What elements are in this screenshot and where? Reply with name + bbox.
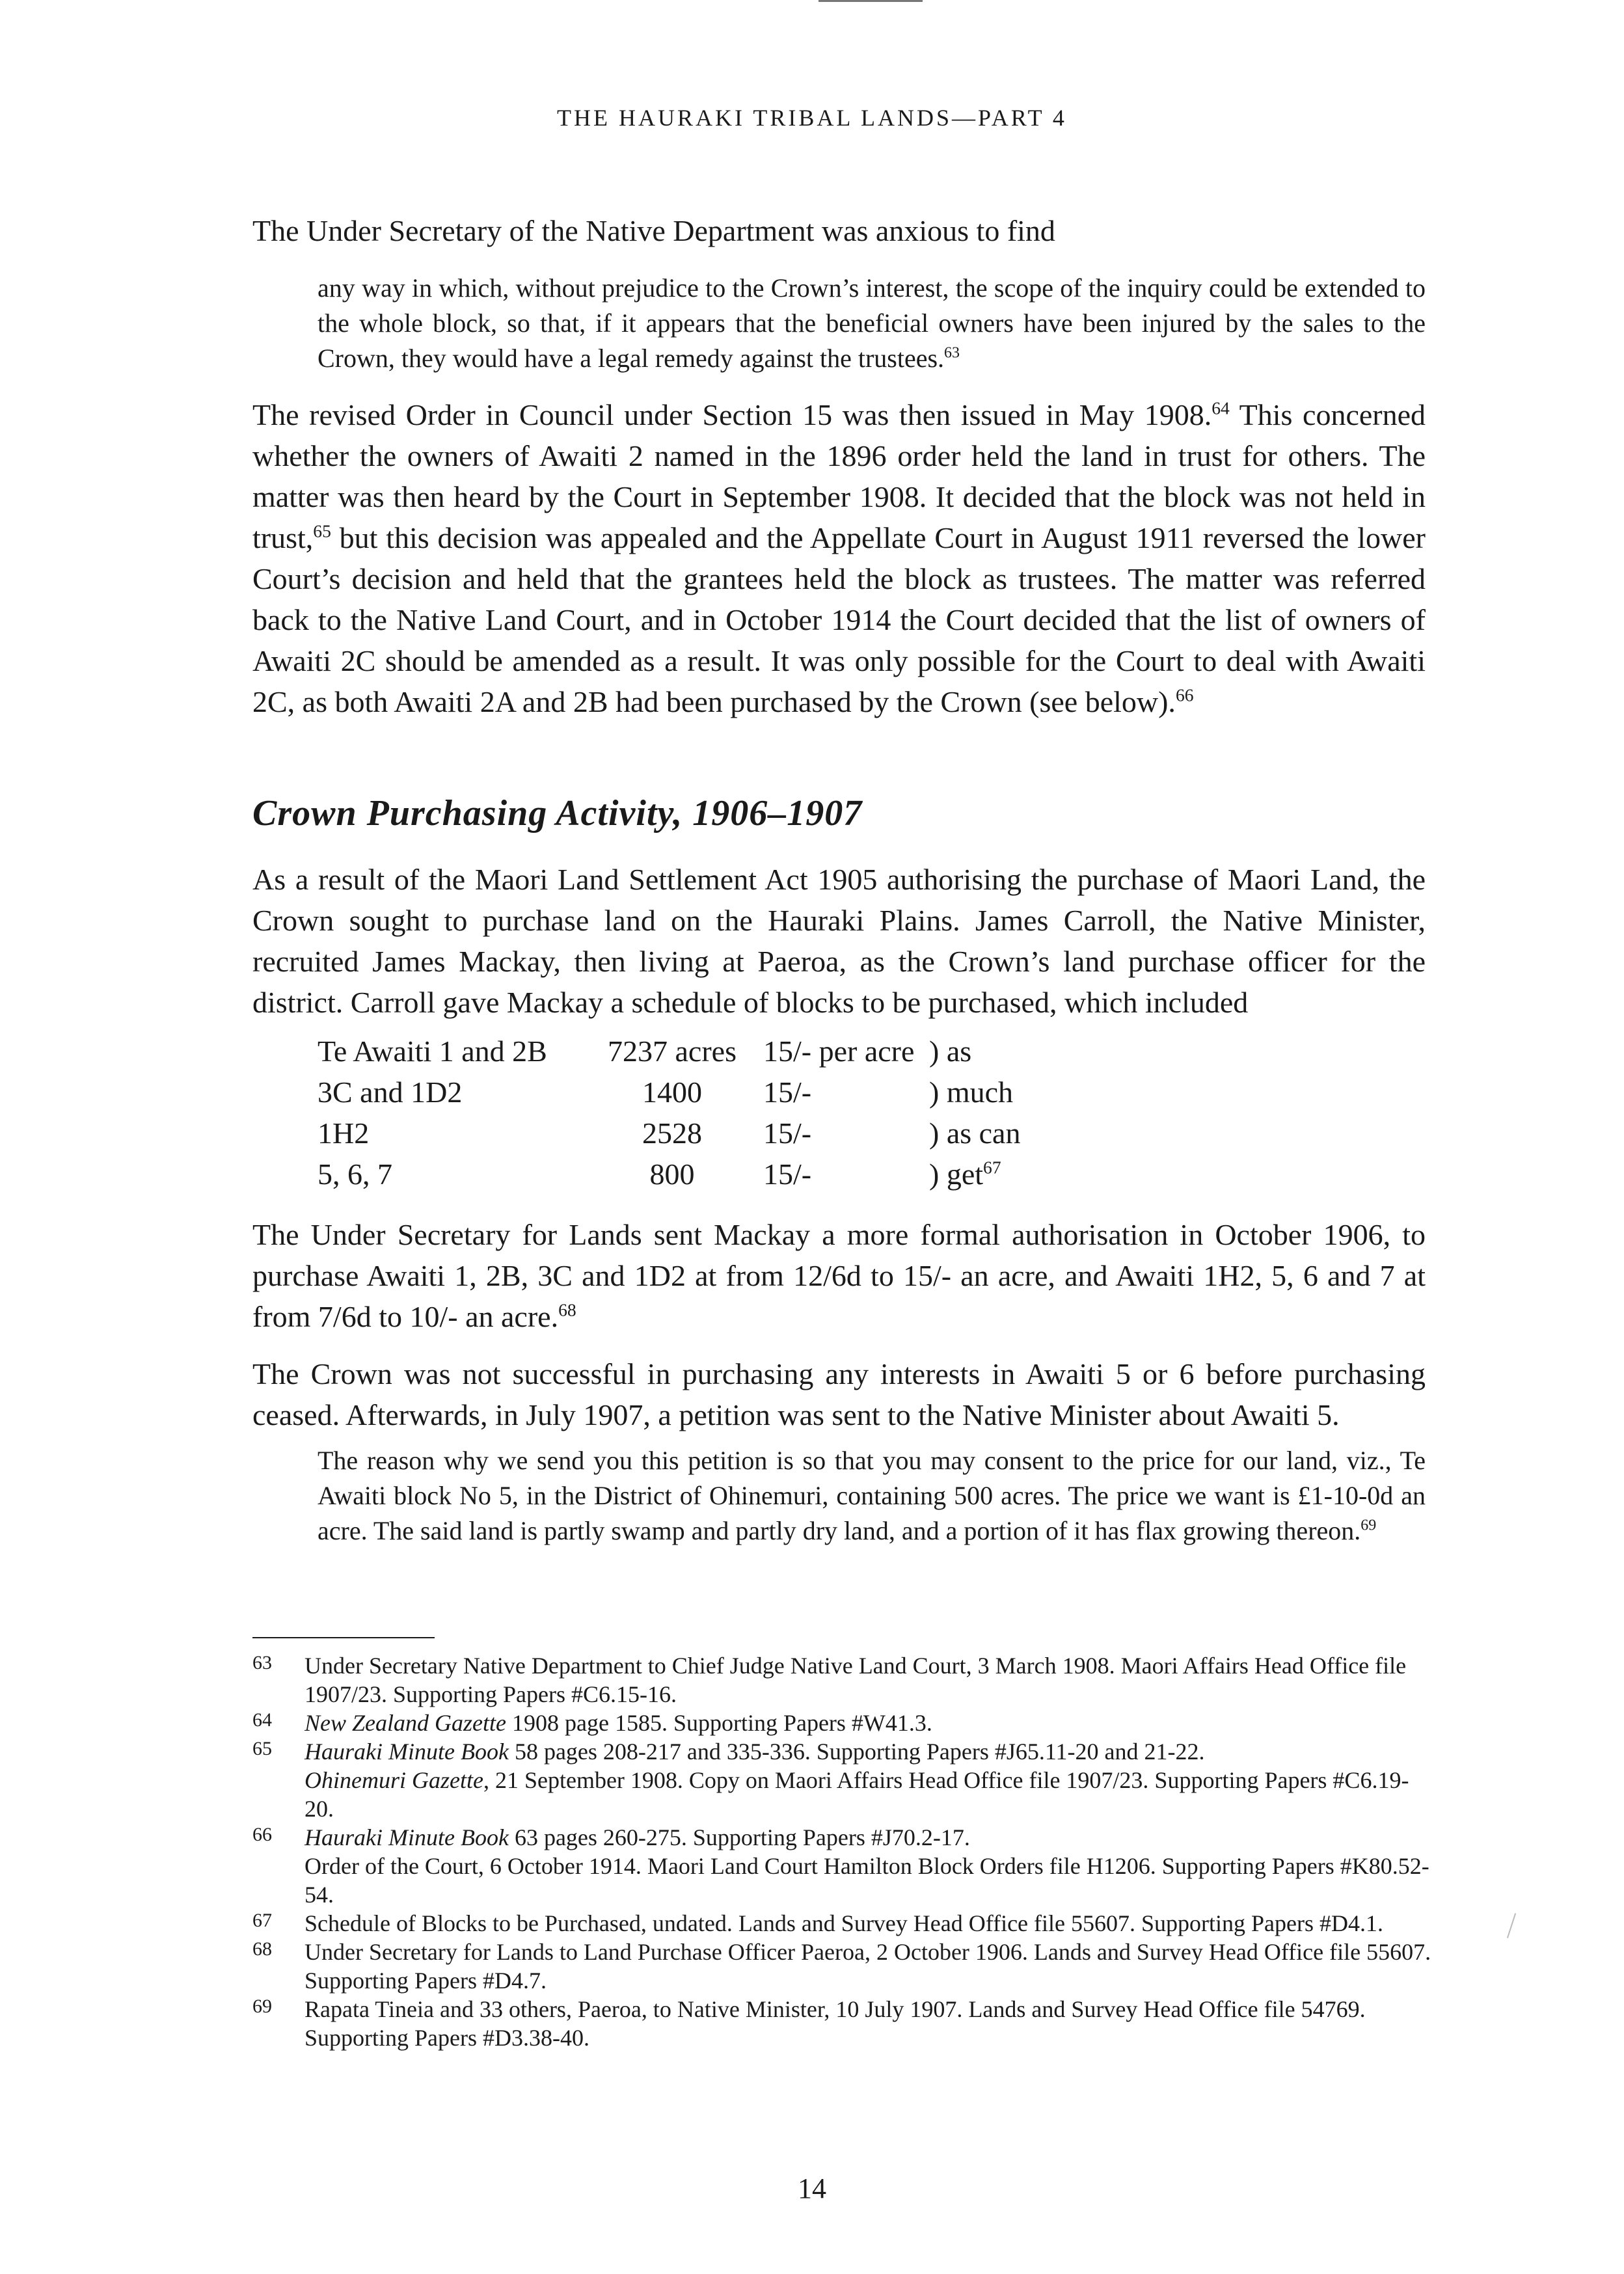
footnote-source-title: Ohinemuri Gazette xyxy=(304,1767,483,1793)
para2-part-a: The revised Order in Council under Section 15 was then issued in May 1908. xyxy=(252,398,1212,431)
footnote-text xyxy=(304,1651,1431,1709)
schedule-price: 15/- per acre xyxy=(763,1035,915,1068)
schedule-block: 3C and 1D2 xyxy=(318,1076,463,1109)
schedule-note: ) get$^{67}$ xyxy=(929,1157,1001,1191)
schedule-note: ) as xyxy=(929,1035,972,1068)
footnote-rule xyxy=(252,1637,435,1638)
footnote-line-text: 58 pages 208-217 and 335-336. Supporting Papers #J65.11-20 and 21-22. xyxy=(508,1739,1205,1765)
footnote-63 xyxy=(252,1651,1431,1709)
quote-2-text: The reason why we send you this petition is so that you may consent to the price for our land, viz., Te Awaiti block No 5, in the District of Ohinemuri, containing 500 acres. The price we want is £1-10-0d an acre. The said land is partly swamp and partly dry land, and a portion of it has flax growing thereon. xyxy=(318,1446,1426,1545)
footnote-number: 67 xyxy=(252,1910,272,1931)
footnote-line-text: Under Secretary Native Department to Chief Judge Native Land Court, 3 March 1908. Maori Affairs Head Office file 1907/23. Supporting Papers #C6.15-16. xyxy=(304,1653,1407,1707)
footnote-ref-63: 63 xyxy=(944,344,960,362)
footnote-source-title: Hauraki Minute Book xyxy=(304,1824,509,1850)
footnote-66 xyxy=(252,1823,1431,1909)
footnote-ref-65: 65 xyxy=(313,521,331,541)
margin-mark xyxy=(1507,1913,1518,1939)
footnote-number: 65 xyxy=(252,1738,272,1759)
schedule-area: 2528 xyxy=(642,1117,702,1150)
schedule-price: 15/- xyxy=(763,1076,812,1109)
footnote-line-text: 1908 page 1585. Supporting Papers #W41.3. xyxy=(506,1710,932,1736)
footnote-68 xyxy=(252,1938,1431,1995)
footnote-number: 69 xyxy=(252,1996,272,2017)
footnote-line xyxy=(304,1995,1431,2052)
para2-part-b: This concerned whether the owners of Awaiti 2 named in the 1896 order held the land in trust for others. The matter was then heard by the Court in September 1908. It decided that the block was not held in trust, xyxy=(252,398,1426,554)
footnote-ref-67: 67 xyxy=(983,1157,1001,1178)
schedule-block: Te Awaiti 1 and 2B xyxy=(318,1035,547,1068)
page-number: 14 xyxy=(798,2172,826,2204)
schedule-table xyxy=(318,1031,1059,1195)
top-rule xyxy=(819,0,923,2)
footnote-ref-64: 64 xyxy=(1211,398,1230,418)
footnote-line xyxy=(304,1766,1431,1823)
block-quote-1 xyxy=(318,271,1426,376)
intro-paragraph: The Under Secretary of the Native Department was anxious to find xyxy=(252,214,1055,247)
footnotes xyxy=(252,1651,1431,2052)
footnote-number: 68 xyxy=(252,1938,272,1960)
footnote-ref-66: 66 xyxy=(1175,684,1194,705)
schedule-area: 800 xyxy=(649,1157,695,1191)
footnote-number: 66 xyxy=(252,1824,272,1845)
footnote-line-text: 63 pages 260-275. Supporting Papers #J70.2-17. xyxy=(508,1824,970,1850)
footnote-text xyxy=(304,1938,1431,1995)
footnote-line xyxy=(304,1852,1431,1909)
section-heading: Crown Purchasing Activity, 1906–1907 xyxy=(252,793,863,833)
footnote-line xyxy=(304,1823,1431,1852)
footnote-line xyxy=(304,1737,1431,1766)
footnote-69 xyxy=(252,1995,1431,2052)
footnote-number: 64 xyxy=(252,1709,272,1731)
footnote-65 xyxy=(252,1737,1431,1823)
footnote-ref-68: 68 xyxy=(558,1299,576,1320)
block-quote-2 xyxy=(318,1443,1426,1549)
schedule-block: 5, 6, 7 xyxy=(318,1157,392,1191)
footnote-source-title: New Zealand Gazette xyxy=(304,1710,506,1736)
footnote-line xyxy=(304,1651,1431,1709)
schedule-price: 15/- xyxy=(763,1157,812,1191)
footnote-line-text: Schedule of Blocks to be Purchased, undated. Lands and Survey Head Office file 55607. Supporting Papers #D4.1. xyxy=(304,1910,1383,1936)
footnote-text xyxy=(304,1909,1431,1938)
schedule-price: 15/- xyxy=(763,1117,812,1150)
running-header: THE HAURAKI TRIBAL LANDS—PART 4 xyxy=(557,105,1067,131)
footnote-line-text: Order of the Court, 6 October 1914. Maori Land Court Hamilton Block Orders file H1206. Supporting Papers #K80.52-54. xyxy=(304,1853,1429,1908)
quote-1-text: any way in which, without prejudice to the Crown’s interest, the scope of the inquiry could be extended to the whole block, so that, if it appears that the beneficial owners have been injured by the sales to the Crown, they would have a legal remedy against the trustees. xyxy=(318,273,1426,373)
footnote-64 xyxy=(252,1709,1431,1737)
paragraph-4 xyxy=(252,1214,1426,1337)
schedule-row xyxy=(318,1072,1059,1113)
schedule-note: ) as can xyxy=(929,1117,1021,1150)
schedule-area: 7237 acres xyxy=(608,1035,737,1068)
footnote-text xyxy=(304,1737,1431,1823)
schedule-row xyxy=(318,1154,1059,1195)
footnote-line-text: , 21 September 1908. Copy on Maori Affairs Head Office file 1907/23. Supporting Papers #C6.19-20. xyxy=(304,1767,1409,1822)
footnote-line-text: Under Secretary for Lands to Land Purchase Officer Paeroa, 2 October 1906. Lands and Survey Head Office file 55607. Supporting Papers #D4.7. xyxy=(304,1939,1431,1994)
para2-part-c: but this decision was appealed and the Appellate Court in August 1911 reversed the lower Court’s decision and held that the grantees held the block as trustees. The matter was referred back to the Native Land Court, and in October 1914 the Court decided that the list of owners of Awaiti 2C should be amended as a result. It was only possible for the Court to deal with Awaiti 2C, as both Awaiti 2A and 2B had been purchased by the Crown (see below). xyxy=(252,521,1426,718)
schedule-row xyxy=(318,1031,1059,1072)
footnote-line-text: Rapata Tineia and 33 others, Paeroa, to Native Minister, 10 July 1907. Lands and Survey Head Office file 54769. Supporting Papers #D3.38-40. xyxy=(304,1996,1366,2051)
paragraph-3: As a result of the Maori Land Settlement Act 1905 authorising the purchase of Maori Land, the Crown sought to purchase land on the Hauraki Plains. James Carroll, the Native Minister, recruited James Mackay, then living at Paeroa, as the Crown’s land purchase officer for the district. Carroll gave Mackay a schedule of blocks to be purchased, which included xyxy=(252,863,1426,1019)
schedule-note: ) much xyxy=(929,1076,1014,1109)
footnote-source-title: Hauraki Minute Book xyxy=(304,1739,509,1765)
schedule-area: 1400 xyxy=(642,1076,702,1109)
para4-text: The Under Secretary for Lands sent Mackay a more formal authorisation in October 1906, to purchase Awaiti 1, 2B, 3C and 1D2 at from 12/6d to 15/- an acre, and Awaiti 1H2, 5, 6 and 7 at from 7/6d to 10/- an acre. xyxy=(252,1218,1426,1333)
footnote-text xyxy=(304,1995,1431,2052)
footnote-line xyxy=(304,1909,1431,1938)
footnote-text xyxy=(304,1709,1431,1737)
paragraph-2 xyxy=(252,394,1426,722)
footnote-ref-69: 69 xyxy=(1360,1517,1377,1534)
footnote-text xyxy=(304,1823,1431,1909)
schedule-row xyxy=(318,1113,1059,1154)
footnote-line xyxy=(304,1709,1431,1737)
paragraph-5: The Crown was not successful in purchasing any interests in Awaiti 5 or 6 before purchasing ceased. Afterwards, in July 1907, a petition was sent to the Native Minister about Awaiti 5. xyxy=(252,1357,1426,1431)
schedule-block: 1H2 xyxy=(318,1117,370,1150)
footnote-number: 63 xyxy=(252,1652,272,1673)
footnote-67 xyxy=(252,1909,1431,1938)
footnote-line xyxy=(304,1938,1431,1995)
